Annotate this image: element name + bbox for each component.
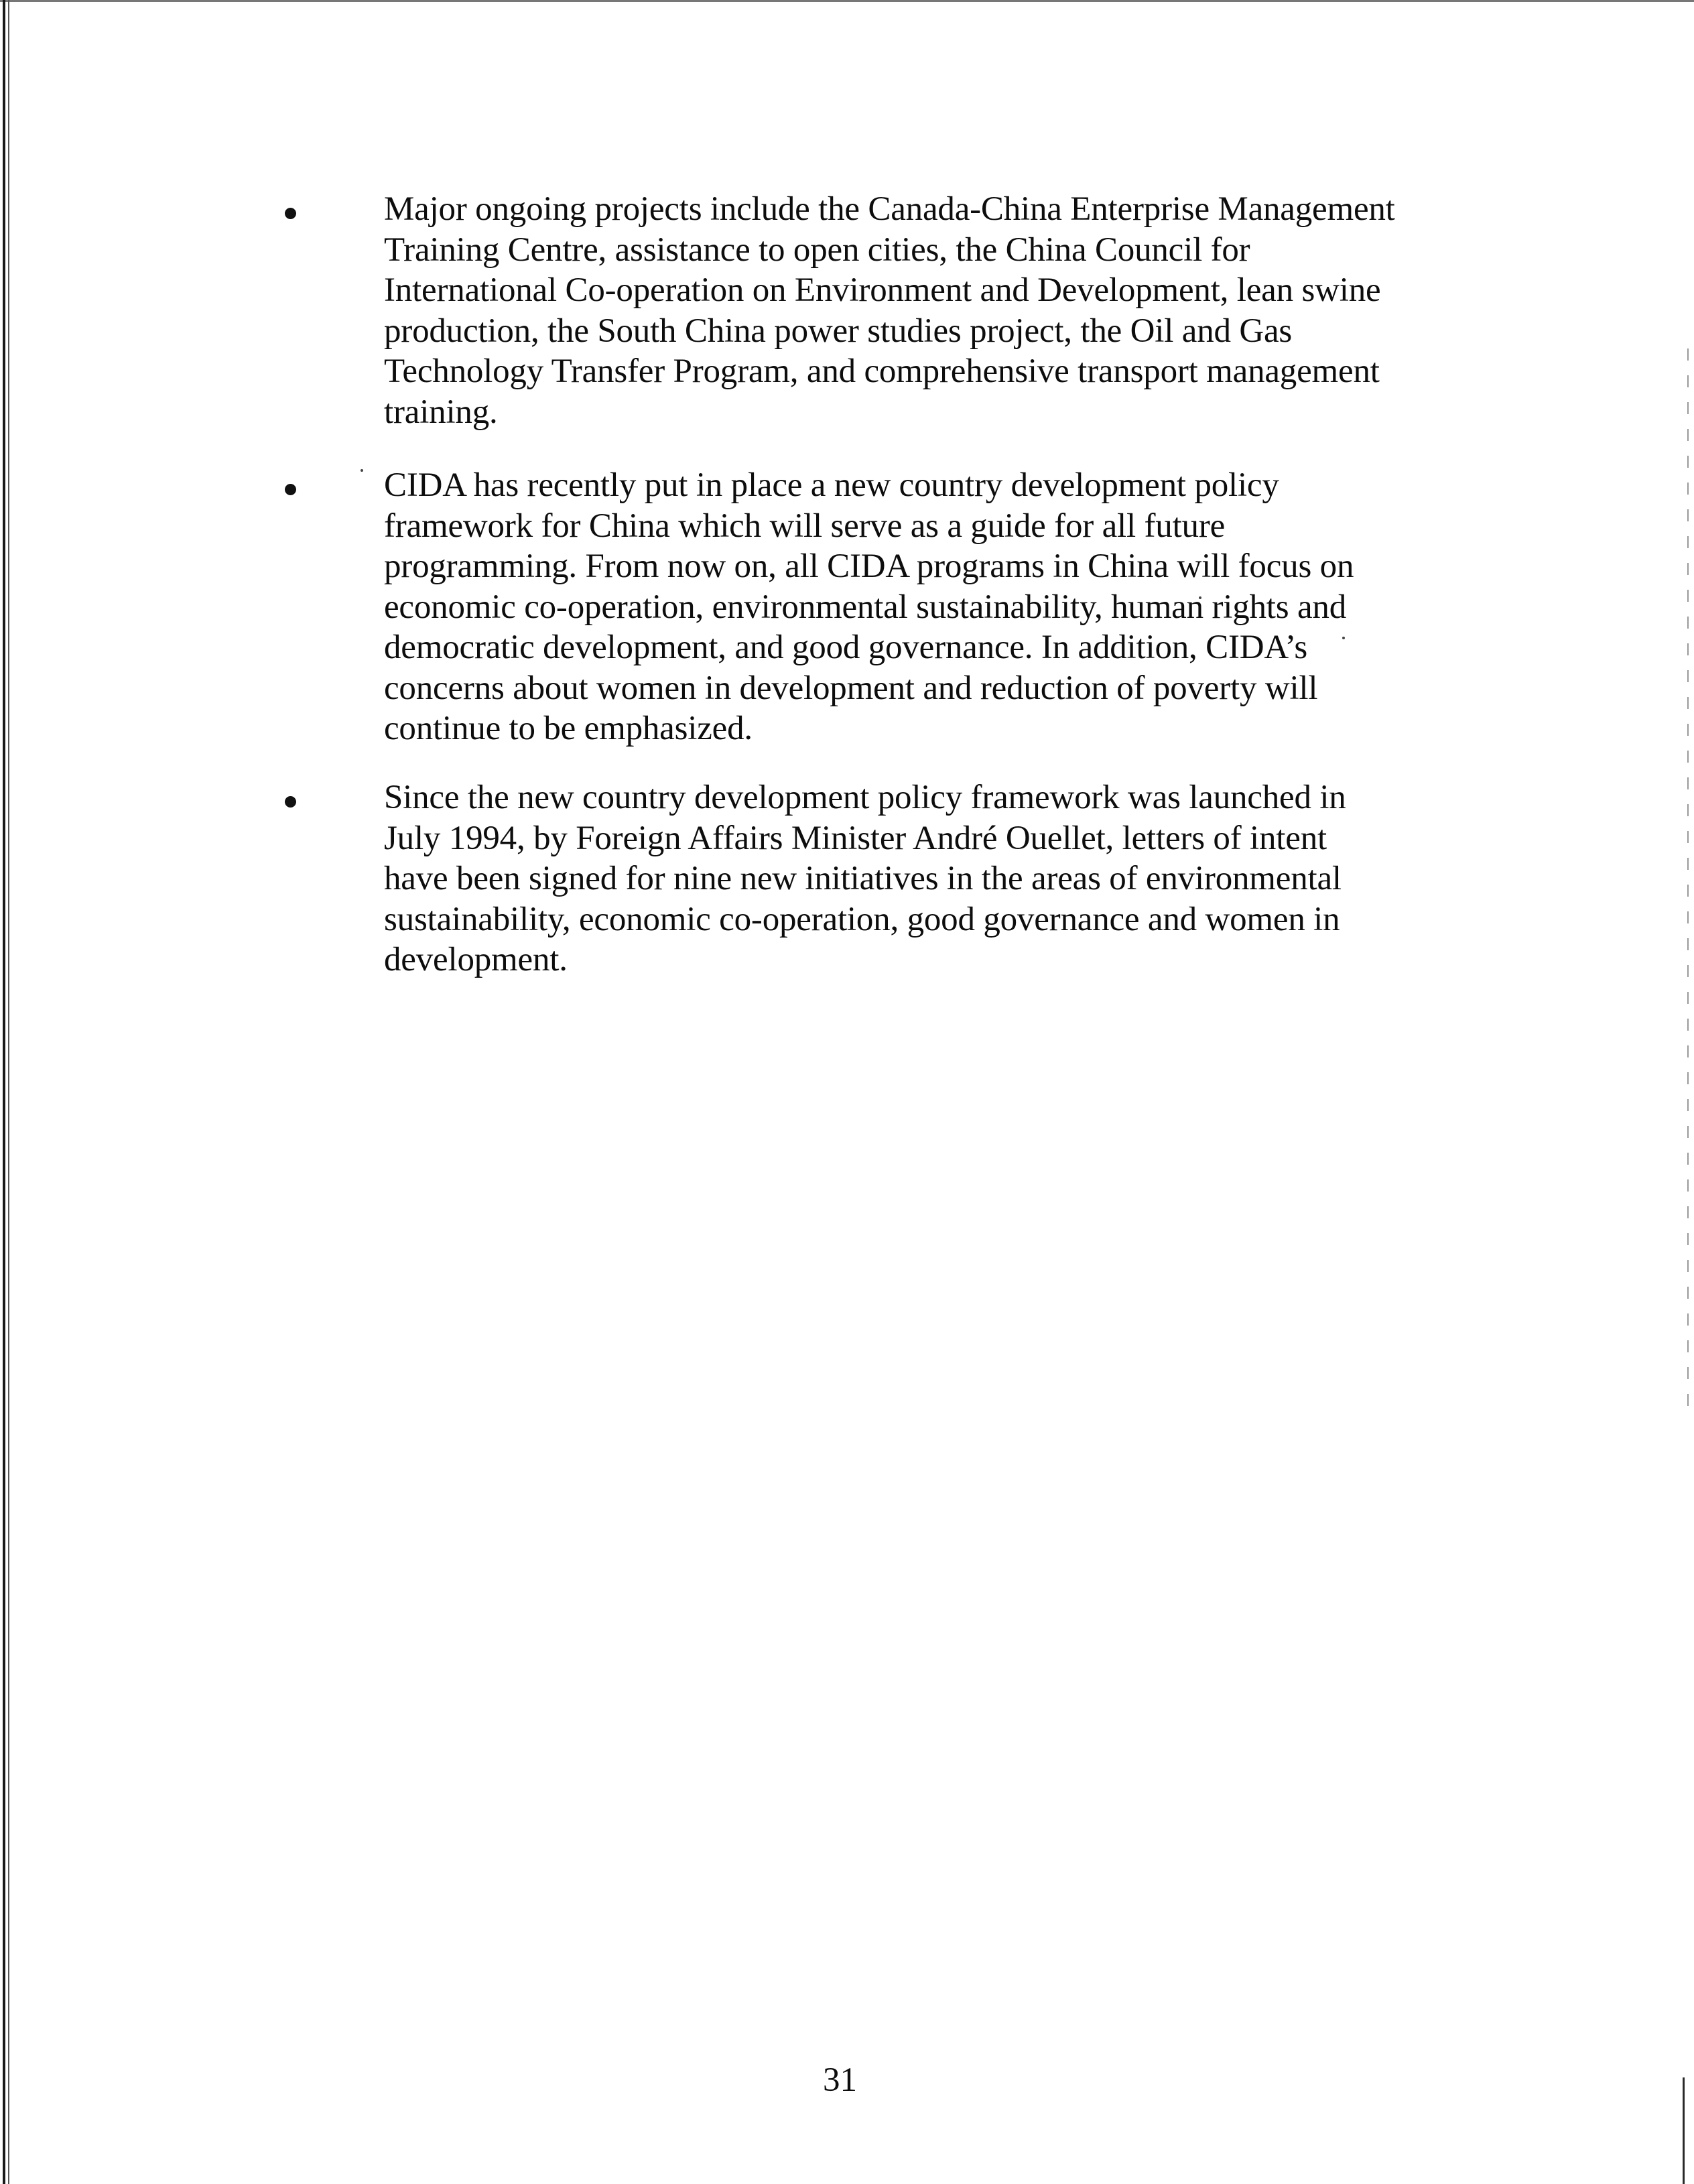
scan-speck: [361, 469, 363, 472]
bullet-text: Since the new country development policy framework was launched in July 1994, by Foreign Affairs Minister André Ouellet, letters of intent have been signed for nine new initiatives in the areas of environmental sustainability, economic co-operation, good governance and women in development.: [384, 779, 1346, 978]
scan-edge-right: [1687, 348, 1689, 1421]
bullet-icon: [285, 796, 296, 808]
page-number: 31: [823, 2061, 857, 2099]
scan-edge-left-inner: [8, 0, 9, 2184]
bullet-text: Major ongoing projects include the Canada-China Enterprise Management Training Centre, assistance to open cities, the China Council for International Co-operation on Environment and Development, lean swine production, the South China power studies project, the Oil and Gas Technology Transfer Program, and comprehensive transport management training.: [384, 190, 1395, 431]
scan-edge-top: [0, 0, 1694, 2]
bullet-icon: [285, 484, 296, 495]
scan-edge-right-bottom: [1683, 2077, 1685, 2184]
bullet-text: CIDA has recently put in place a new country development policy framework for China which will serve as a guide for all future programming. From now on, all CIDA programs in China will focus on economic co-operation, environmental sustainability, human rights and democratic development, and good governance. In addition, CIDA’s concerns about women in development and reduction of poverty will continue to be emphasized.: [384, 466, 1354, 747]
bullet-icon: [285, 208, 296, 219]
scan-edge-left: [3, 0, 5, 2184]
